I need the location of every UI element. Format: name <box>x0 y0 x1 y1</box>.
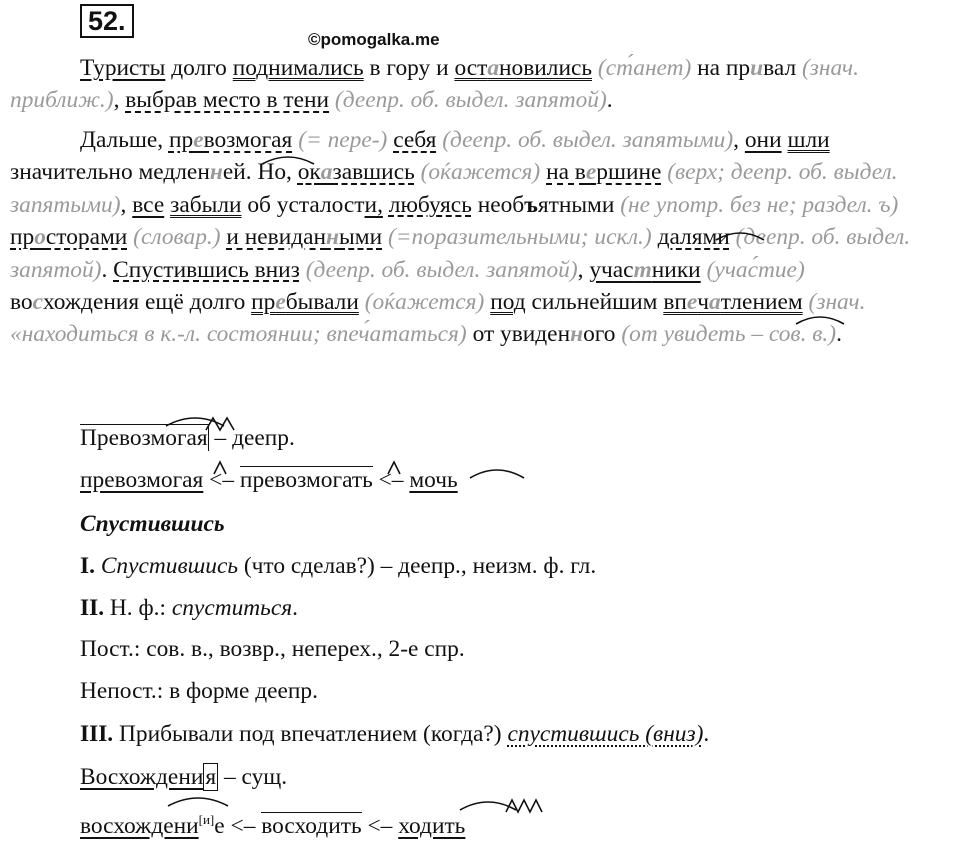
comment: (не употр. без не; раздел. ъ) <box>620 191 899 218</box>
text: . <box>703 721 710 747</box>
text: хождения ещё долго <box>42 289 252 316</box>
subject-word: они <box>744 127 782 153</box>
step-label: I. <box>80 553 95 579</box>
text: сильнейшим <box>525 289 664 316</box>
root-arc-mark <box>470 470 524 478</box>
text: ого <box>583 321 622 348</box>
text: . <box>292 595 298 621</box>
text: необ <box>471 191 525 218</box>
text: Прибывали под впечатлением (когда?) <box>113 721 508 747</box>
predicate-word: впечатлением <box>663 289 803 316</box>
text: (что сделав?) – деепр., неизм. ф. гл. <box>238 553 597 579</box>
exercise-number: 52. <box>80 4 134 38</box>
comment: (= пере-) <box>298 127 388 153</box>
analysis-step-1 <box>80 552 596 580</box>
comment: (ст́анет) <box>597 55 692 81</box>
letter: с <box>32 289 43 316</box>
text: . <box>101 256 114 283</box>
derivation-line-2 <box>80 806 465 840</box>
derivation-arrow: <– <box>372 467 410 493</box>
derivation-word: ходить <box>398 812 466 839</box>
morphemic-line-1 <box>80 424 295 452</box>
comment: (знач. приближ.) <box>10 55 859 114</box>
text: Дальше, <box>80 127 169 153</box>
suffix-caret-mark <box>506 800 542 812</box>
ending: е <box>214 812 225 839</box>
comment: (деепр. об. выдел. запятыми) <box>442 127 734 153</box>
comment: (деепр. об. выдел. запятой) <box>305 256 578 283</box>
subject-word: участники <box>589 256 701 283</box>
adverbial-phrase: спустившись (вниз) <box>507 721 704 747</box>
derivation-word: восходить <box>261 812 362 839</box>
analysis-step-2 <box>80 594 298 622</box>
predicate-word: поднимались <box>232 55 364 81</box>
text: об усталост <box>241 191 365 218</box>
phoneme-note: [и] <box>198 812 215 827</box>
comment: (знач. «находиться в к.-л. состоянии; впеч́ататься) <box>10 289 866 348</box>
subject-word: все <box>132 191 165 218</box>
analysis-word: Спустившись <box>100 553 238 579</box>
subject-word: Туристы <box>80 55 166 81</box>
comment: (верх; деепр. об. выдел. запятыми) <box>10 159 898 218</box>
text: . <box>836 321 842 348</box>
text: во <box>10 289 33 316</box>
derivation-word: превозмогать <box>239 467 373 493</box>
letter: н <box>209 159 223 186</box>
comment: (оќажется) <box>364 289 485 316</box>
adverbial-phrase: Спустившись вниз <box>113 256 300 283</box>
text: ятными <box>537 191 615 218</box>
text: , <box>577 256 590 283</box>
adverbial-word: на вершине <box>546 159 662 186</box>
predicate-word: пребывали <box>251 289 359 316</box>
paragraph-1 <box>10 52 925 117</box>
adverbial-word: и невиданными <box>226 224 383 251</box>
text: Н. ф.: <box>104 595 172 621</box>
watermark: ©pomogalka.me <box>308 30 440 49</box>
root-arc-mark <box>460 802 516 810</box>
ending: и, <box>364 191 383 218</box>
ending-box: я <box>205 764 217 790</box>
predicate-word: под <box>490 289 526 316</box>
analysis-heading: Спустившись <box>80 511 225 537</box>
part-of-speech: – сущ. <box>218 764 288 790</box>
vowel: и <box>750 55 764 81</box>
derivation-word: восхождени <box>80 812 199 839</box>
infinitive: спуститься <box>171 595 293 621</box>
text: , <box>113 87 126 114</box>
text: ей. Но, <box>222 159 298 186</box>
text: долго <box>165 55 233 81</box>
morphemic-line-2 <box>80 763 287 791</box>
adverbial-word: далями <box>657 224 730 251</box>
constant-features: Пост.: сов. в., возвр., неперех., 2-е спр. <box>80 636 465 662</box>
text: , <box>120 191 133 218</box>
derivation-word: превозмогая <box>80 467 204 493</box>
comment: (=поразительными; искл.) <box>387 224 652 251</box>
text: вал <box>763 55 797 81</box>
comment: (словар.) <box>133 224 221 251</box>
text: , <box>733 127 745 153</box>
morpheme-word: Восхождени <box>80 764 204 790</box>
step-label: III. <box>80 721 114 747</box>
letter: н <box>570 321 584 348</box>
variable-features: Непост.: в форме деепр. <box>80 678 318 704</box>
paragraph-2 <box>10 124 925 351</box>
participle-word: превозмогая <box>168 127 293 153</box>
text: в гору и <box>363 55 455 81</box>
text: от увиден <box>466 321 571 348</box>
comment: (деепр. об. выдел. запятой) <box>334 87 607 114</box>
derivation-line-1 <box>80 466 458 494</box>
letter: ъ <box>524 191 538 218</box>
derivation-arrow: <– <box>224 812 262 839</box>
root-arc-mark <box>168 798 228 806</box>
comment: (учас́тие) <box>706 256 805 283</box>
text: на пр <box>691 55 751 81</box>
participle-word: любуясь <box>388 191 472 218</box>
adverbial-word: просторами <box>10 224 128 251</box>
derivation-arrow: <– <box>361 812 399 839</box>
participle-word: оказавшись <box>297 159 415 186</box>
adverbial-phrase: выбрав место в тени <box>125 87 330 114</box>
predicate-word: остановились <box>454 55 593 81</box>
analysis-step-3 <box>80 720 709 748</box>
comment: (от увидеть – сов. в.) <box>621 321 837 348</box>
morpheme-word: Превозмогая <box>80 425 208 451</box>
step-label: II. <box>80 595 105 621</box>
derivation-arrow: <– <box>203 467 240 493</box>
part-of-speech: – деепр. <box>208 425 295 451</box>
predicate-word: шли <box>787 127 830 153</box>
derivation-word: мочь <box>409 467 458 493</box>
comment: (деепр. об. выдел. запятой) <box>10 224 911 283</box>
text: значительно медлен <box>10 159 210 186</box>
object-word: себя <box>393 127 437 153</box>
comment: (оќажется) <box>420 159 541 186</box>
predicate-word: забыли <box>170 191 242 218</box>
text: . <box>606 87 613 114</box>
